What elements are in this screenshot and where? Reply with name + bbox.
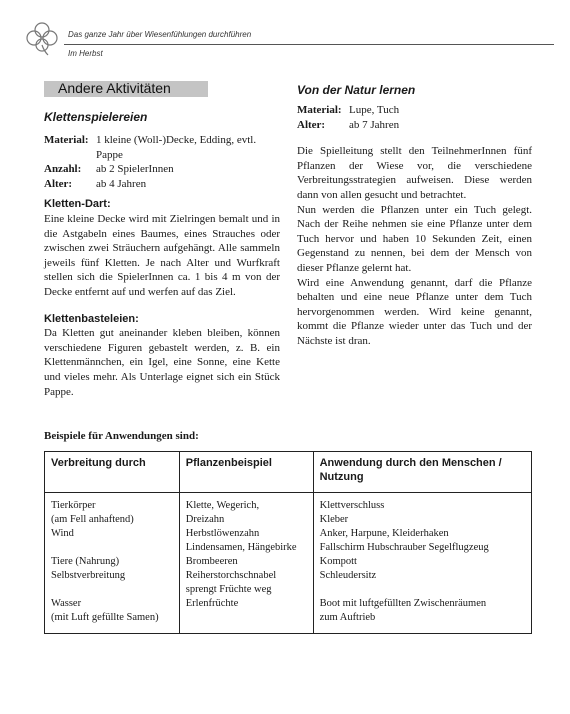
meta-material: Material: 1 kleine (Woll-)Decke, Edding, evtl. Pappe — [44, 134, 257, 161]
right-paragraph: Wird eine Anwendung genannt, darf die Pflanze behalten und eine neue Pflanze unter dem Tuch hervorgenommen werden. Wird keine genannt, kommt die Pflanze wieder unter das Tuch und der Nächste ist dran. — [297, 276, 532, 347]
header-rule — [64, 44, 554, 45]
table-body-row — [45, 493, 532, 634]
table-header-cell: Verbreitung durch — [45, 452, 180, 493]
klettenbasteleien-heading: Klettenbasteleien: — [44, 312, 139, 325]
table-header-cell: Anwendung durch den Menschen / Nutzung — [313, 452, 531, 493]
section-title: Andere Aktivitäten — [58, 80, 171, 96]
clover-logo-icon — [24, 20, 60, 56]
klettenbasteleien-text: Da Kletten gut aneinander kleben bleiben, können verschiedene Figuren gebastelt werden, z. B. ein Klettenmännchen, ein Igel, eine Sonne, eine Kette und vieles mehr. Als Unterlage eignet sich ein Stück Pappe. — [44, 327, 280, 398]
meta-material-right: Material: Lupe, Tuch — [297, 104, 400, 116]
col-verbreitung: Tierkörper (am Fell anhaftend) Wind Tiere (Nahrung) Selbstverbreitung Wasser (mit Luft gefüllte Samen) — [45, 493, 180, 634]
col-anwendung: Klettverschluss Kleber Anker, Harpune, Kleiderhaken Fallschirm Hubschrauber Segelflugzeug Kompott Schleudersitz Boot mit luftgefüllten Zwischenräumen zum Auftrieb — [313, 493, 531, 634]
table-title: Beispiele für Anwendungen sind: — [44, 430, 199, 442]
right-column — [297, 103, 532, 349]
right-paragraph: Nun werden die Pflanzen unter ein Tuch gelegt. Nach der Reihe nehmen sie eine Pflanze unter dem Tuch hervor und haben 10 Sekunden Zeit, einen Gegenstand zu nennen, bei dem der Mensch von dieser Pflanze gelernt hat. — [297, 203, 532, 274]
meta-alter: Alter: ab 4 Jahren — [44, 177, 147, 190]
right-paragraph: Die Spielleitung stellt den TeilnehmerInnen fünf Pflanzen der Wiese vor, die verschiedene Verbreitungsstrategien aufweisen. Diese werden dann von allen gesucht und betrachtet. — [297, 145, 532, 201]
col-pflanzenbeispiel: Klette, Wegerich, Dreizahn Herbstlöwenzahn Lindensamen, Hängebirke Brombeeren Reiherstorchschnabel sprengt Früchte weg Erlenfrüchte — [179, 493, 313, 634]
left-heading: Klettenspielereien — [44, 110, 148, 124]
table-header-cell: Pflanzenbeispiel — [179, 452, 313, 493]
meta-alter-right: Alter: ab 7 Jahren — [297, 118, 400, 131]
kletten-dart-heading: Kletten-Dart: — [44, 198, 111, 211]
applications-table — [44, 451, 532, 634]
running-subheader: Im Herbst — [68, 49, 103, 58]
meta-anzahl: Anzahl: ab 2 SpielerInnen — [44, 163, 174, 176]
table-header-row — [45, 452, 532, 493]
right-heading: Von der Natur lernen — [297, 83, 416, 97]
left-column — [44, 133, 280, 399]
kletten-dart-text: Eine kleine Decke wird mit Zielringen bemalt und in die Astgabeln eines Baumes, eines Strauches oder zwischen zwei Sträuchern aufgehängt. Alle sammeln jeweils fünf Kletten. Je nach Alter und Wurfkraft stellen sich die SpielerInnen ca. 1 bis 4 m von der Decke entfernt auf und werfen auf das Ziel. — [44, 212, 280, 298]
running-header: Das ganze Jahr über Wiesenfühlungen durchführen — [68, 30, 252, 39]
